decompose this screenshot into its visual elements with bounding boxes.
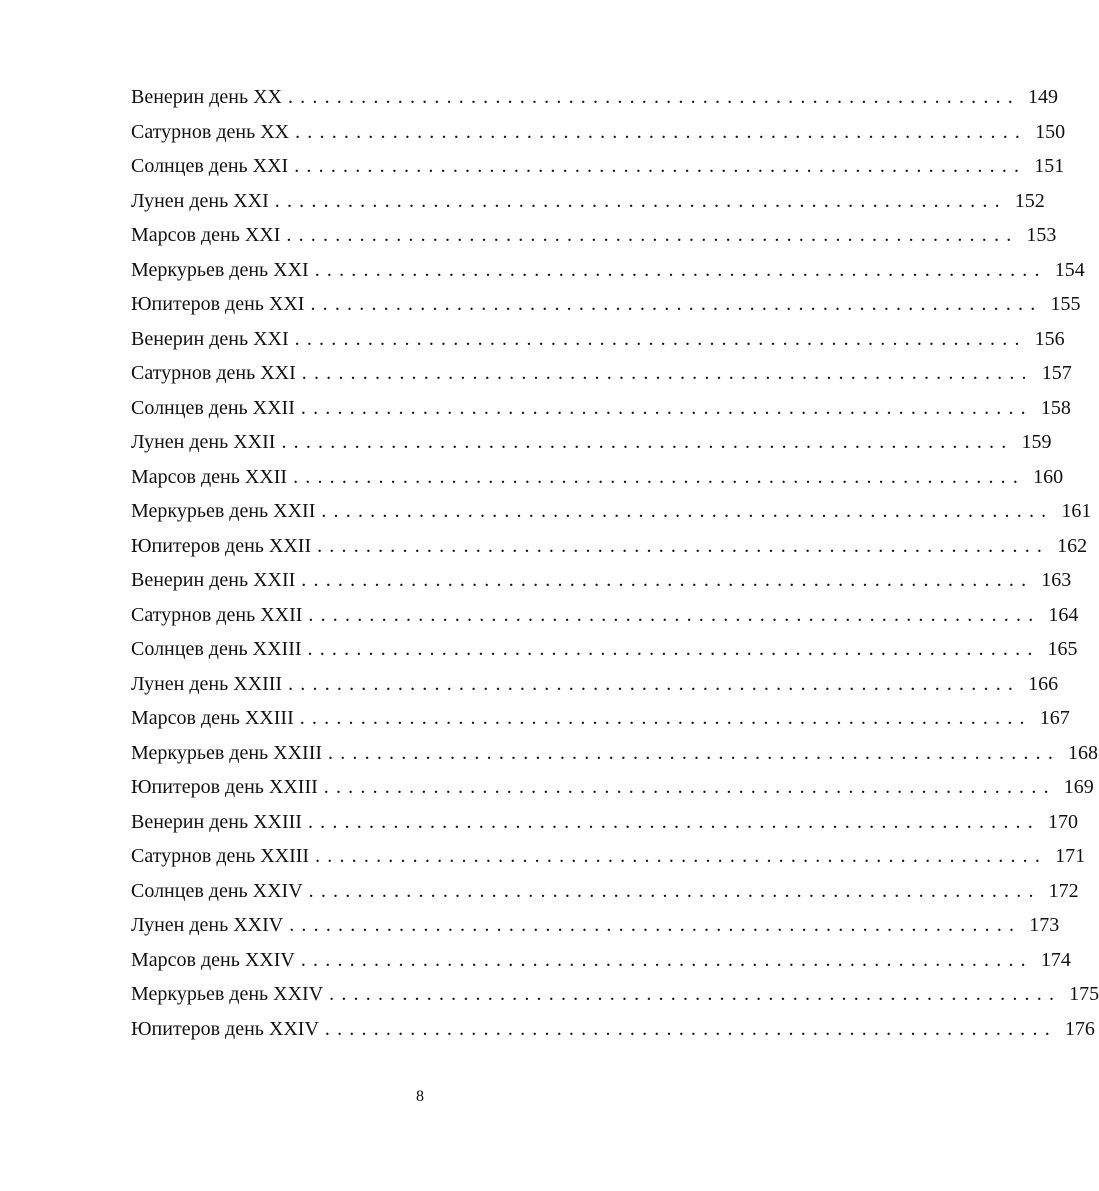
toc-dot-leader: ............................................................ — [300, 948, 1033, 971]
toc-entry-page: 170 — [1047, 810, 1078, 833]
toc-entry-title: Меркурьев день XXI — [131, 258, 309, 281]
toc-entry[interactable] — [131, 1012, 1095, 1047]
toc-entry[interactable] — [131, 149, 1065, 184]
toc-entry-title: Лунен день XXIV — [131, 914, 284, 936]
toc-entry-page: 169 — [1063, 776, 1094, 798]
toc-dot-leader: ............................................................ — [308, 603, 1041, 626]
toc-entry-title: Сатурнов день XXI — [131, 362, 296, 384]
toc-entry-title: Венерин день XXII — [131, 569, 296, 591]
table-of-contents — [131, 80, 1099, 1046]
toc-entry-page: 171 — [1055, 845, 1086, 867]
toc-entry[interactable] — [131, 322, 1065, 357]
toc-entry-title: Сатурнов день XXIII — [131, 845, 310, 867]
toc-entry[interactable] — [131, 977, 1099, 1012]
toc-entry-page: 175 — [1069, 983, 1099, 1005]
toc-entry-page: 162 — [1057, 534, 1088, 557]
toc-entry[interactable] — [131, 908, 1060, 943]
toc-entry-page: 176 — [1064, 1017, 1095, 1040]
toc-dot-leader: ............................................................ — [323, 776, 1056, 798]
toc-entry-title: Лунен день XXI — [131, 189, 269, 212]
toc-dot-leader: ............................................................ — [310, 293, 1043, 315]
toc-entry-page: 150 — [1035, 120, 1066, 143]
toc-dot-leader: ............................................................ — [328, 741, 1061, 764]
toc-entry[interactable] — [131, 425, 1052, 460]
toc-dot-leader: ............................................................ — [329, 983, 1062, 1005]
toc-entry-page: 174 — [1040, 948, 1071, 971]
toc-entry[interactable] — [131, 253, 1085, 288]
toc-dot-leader: ............................................................ — [281, 431, 1014, 453]
toc-dot-leader: ............................................................ — [294, 155, 1027, 177]
toc-entry[interactable] — [131, 391, 1071, 426]
toc-entry[interactable] — [131, 287, 1081, 322]
toc-entry[interactable] — [131, 943, 1071, 978]
toc-dot-leader: ............................................................ — [301, 569, 1034, 591]
toc-dot-leader: ............................................................ — [317, 534, 1050, 557]
toc-entry-page: 153 — [1026, 224, 1057, 246]
toc-entry-page: 158 — [1040, 396, 1071, 419]
toc-entry[interactable] — [131, 701, 1070, 736]
toc-entry-title: Солнцев день XXIII — [131, 638, 302, 660]
toc-entry-title: Марсов день XXII — [131, 465, 288, 488]
toc-dot-leader: ............................................................ — [315, 845, 1048, 867]
toc-entry[interactable] — [131, 460, 1064, 495]
toc-entry[interactable] — [131, 598, 1079, 633]
toc-dot-leader: ............................................................ — [324, 1017, 1057, 1040]
toc-entry-title: Венерин день XXI — [131, 327, 289, 350]
toc-entry-page: 156 — [1034, 327, 1065, 350]
toc-entry[interactable] — [131, 770, 1094, 805]
toc-entry-page: 161 — [1061, 500, 1092, 522]
toc-entry[interactable] — [131, 115, 1066, 150]
toc-entry-page: 160 — [1033, 465, 1064, 488]
toc-entry-title: Венерин день XX — [131, 86, 282, 108]
toc-dot-leader: ............................................................ — [314, 258, 1047, 281]
toc-entry-title: Лунен день XXIII — [131, 672, 283, 695]
toc-entry-title: Юпитеров день XXII — [131, 534, 312, 557]
toc-entry-page: 154 — [1054, 258, 1085, 281]
toc-list — [131, 80, 1099, 1046]
toc-dot-leader: ............................................................ — [299, 707, 1032, 729]
toc-entry-title: Меркурьев день XXII — [131, 500, 316, 522]
toc-entry[interactable] — [131, 184, 1045, 219]
toc-dot-leader: ............................................................ — [301, 362, 1034, 384]
toc-entry-title: Марсов день XXIV — [131, 948, 295, 971]
toc-entry-title: Сатурнов день XX — [131, 120, 290, 143]
toc-dot-leader: ............................................................ — [274, 189, 1007, 212]
toc-dot-leader: ............................................................ — [321, 500, 1054, 522]
toc-entry-title: Меркурьев день XXIII — [131, 741, 323, 764]
toc-entry-page: 164 — [1048, 603, 1079, 626]
toc-entry[interactable] — [131, 805, 1078, 840]
toc-entry-title: Юпитеров день XXIII — [131, 776, 318, 798]
toc-entry-page: 163 — [1041, 569, 1072, 591]
toc-entry-page: 149 — [1027, 86, 1058, 108]
toc-dot-leader: ............................................................ — [286, 224, 1019, 246]
toc-dot-leader: ............................................................ — [289, 914, 1022, 936]
toc-dot-leader: ............................................................ — [294, 327, 1027, 350]
toc-entry-page: 172 — [1048, 879, 1079, 902]
toc-entry-page: 152 — [1014, 189, 1045, 212]
toc-dot-leader: ............................................................ — [293, 465, 1026, 488]
toc-dot-leader: ............................................................ — [300, 396, 1033, 419]
toc-entry-title: Лунен день XXII — [131, 431, 276, 453]
toc-dot-leader: ............................................................ — [295, 120, 1028, 143]
page-number: 8 — [416, 1088, 424, 1105]
toc-entry[interactable] — [131, 529, 1088, 564]
toc-entry-page: 168 — [1068, 741, 1099, 764]
toc-entry-title: Сатурнов день XXII — [131, 603, 303, 626]
toc-entry-title: Юпитеров день XXI — [131, 293, 305, 315]
toc-entry[interactable] — [131, 736, 1099, 771]
toc-entry[interactable] — [131, 218, 1057, 253]
toc-entry[interactable] — [131, 563, 1072, 598]
toc-dot-leader: ............................................................ — [307, 810, 1040, 833]
toc-dot-leader: ............................................................ — [288, 672, 1021, 695]
toc-entry-page: 151 — [1034, 155, 1065, 177]
toc-entry-title: Юпитеров день XXIV — [131, 1017, 319, 1040]
toc-entry[interactable] — [131, 494, 1092, 529]
toc-entry-title: Солнцев день XXI — [131, 155, 289, 177]
toc-entry[interactable] — [131, 356, 1072, 391]
toc-entry-page: 155 — [1050, 293, 1081, 315]
toc-entry-title: Меркурьев день XXIV — [131, 983, 324, 1005]
toc-entry-page: 159 — [1021, 431, 1052, 453]
toc-dot-leader: ............................................................ — [287, 86, 1020, 108]
toc-entry-title: Венерин день XXIII — [131, 810, 302, 833]
toc-entry[interactable] — [131, 874, 1079, 909]
toc-entry-page: 173 — [1029, 914, 1060, 936]
toc-entry-title: Марсов день XXI — [131, 224, 281, 246]
toc-entry[interactable] — [131, 80, 1058, 115]
toc-dot-leader: ............................................................ — [307, 638, 1040, 660]
toc-entry[interactable] — [131, 667, 1059, 702]
toc-dot-leader: ............................................................ — [308, 879, 1041, 902]
toc-entry-title: Солнцев день XXIV — [131, 879, 303, 902]
toc-entry-page: 165 — [1047, 638, 1078, 660]
toc-entry-title: Солнцев день XXII — [131, 396, 295, 419]
toc-entry[interactable] — [131, 839, 1086, 874]
toc-entry-page: 166 — [1028, 672, 1059, 695]
toc-entry-page: 167 — [1039, 707, 1070, 729]
toc-entry-page: 157 — [1041, 362, 1072, 384]
toc-entry-title: Марсов день XXIII — [131, 707, 294, 729]
toc-entry[interactable] — [131, 632, 1078, 667]
